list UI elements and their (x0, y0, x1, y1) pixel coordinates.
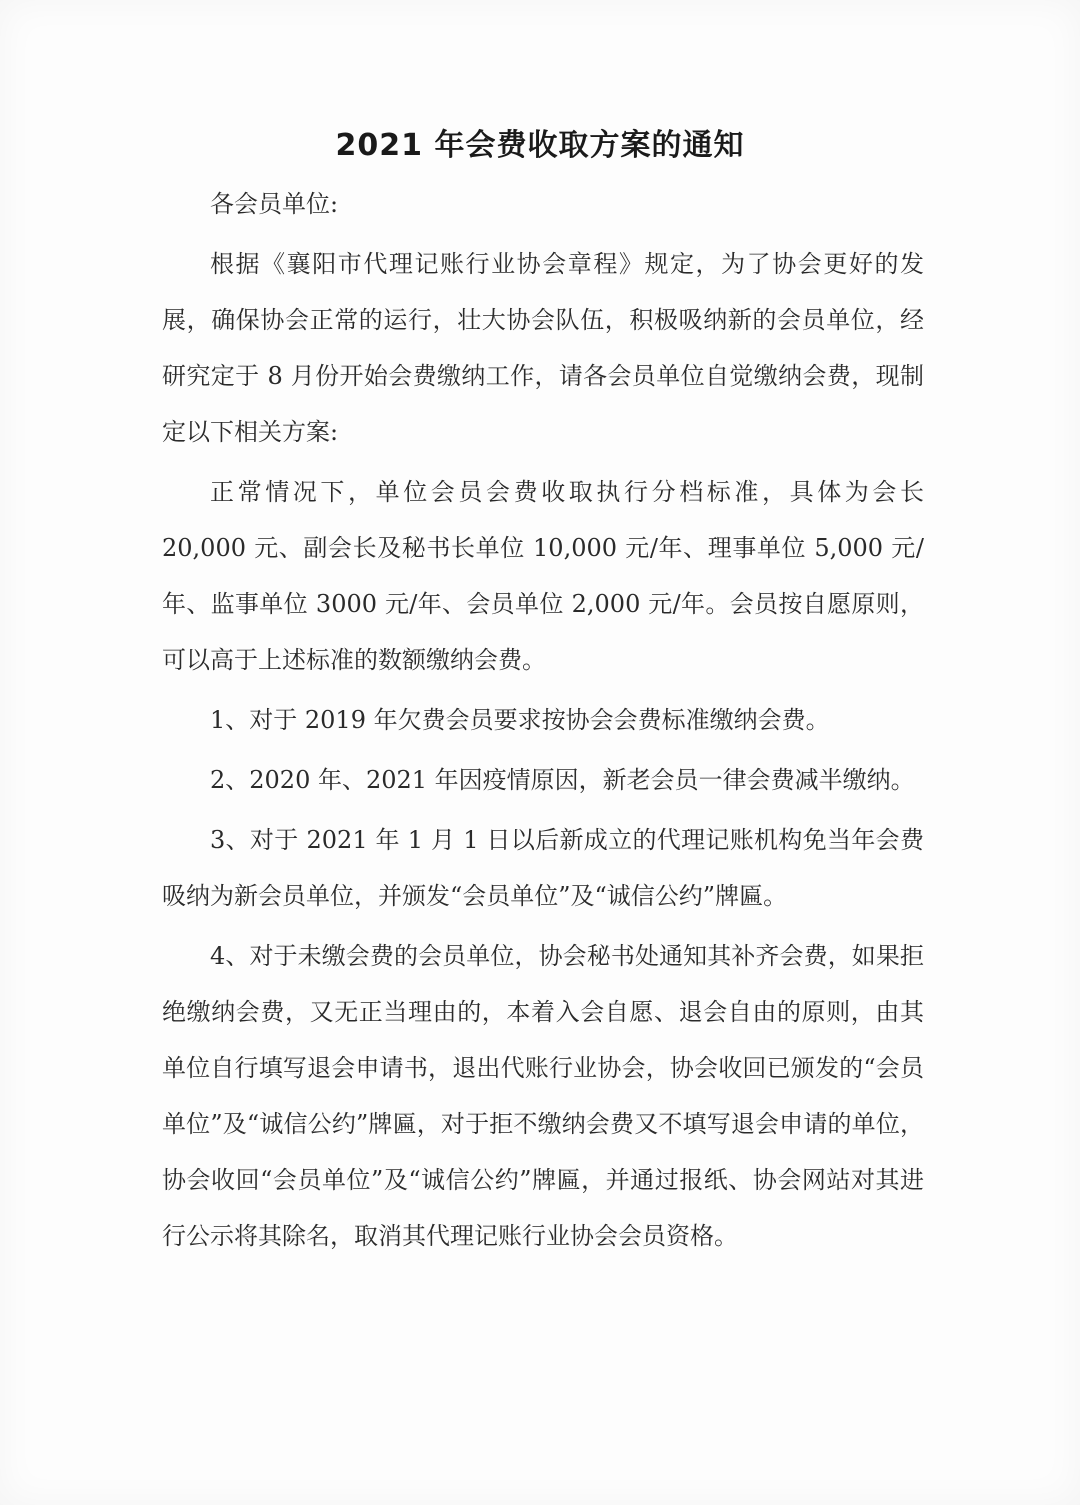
paragraph-item-1: 1、对于 2019 年欠费会员要求按协会会费标准缴纳会费。 (210, 706, 830, 734)
paragraph-item-2: 2、2020 年、2021 年因疫情原因，新老会员一律会费减半缴纳。 (210, 766, 915, 794)
paragraph-intro: 根据《襄阳市代理记账行业协会章程》规定，为了协会更好的发展，确保协会正常的运行，壮大协会队伍，积极吸纳新的会员单位，经研究定于 8 月份开始会费缴纳工作，请各会员单位自觉缴纳会费，现制定以下相关方案: (162, 250, 924, 446)
paragraph-item-4: 4、对于未缴会费的会员单位，协会秘书处通知其补齐会费，如果拒绝缴纳会费，又无正当理由的，本着入会自愿、退会自由的原则，由其单位自行填写退会申请书，退出代账行业协会，协会收回已颁发的“会员单位”及“诚信公约”牌匾，对于拒不缴纳会费又不填写退会申请的单位，协会收回“会员单位”及“诚信公约”牌匾，并通过报纸、协会网站对其进行公示将其除名，取消其代理记账行业协会会员资格。 (162, 942, 924, 1250)
paragraph-fee-standard: 正常情况下，单位会员会费收取执行分档标准，具体为会长 20,000 元、副会长及秘书长单位 10,000 元/年、理事单位 5,000 元/年、监事单位 3000 元/年、会员单位 2,000 元/年。会员按自愿原则，可以高于上述标准的数额缴纳会费。 (162, 478, 924, 674)
salutation: 各会员单位: (210, 190, 339, 218)
document-body (162, 176, 924, 1268)
paragraph-item-3: 3、对于 2021 年 1 月 1 日以后新成立的代理记账机构免当年会费吸纳为新会员单位，并颁发“会员单位”及“诚信公约”牌匾。 (162, 826, 924, 910)
document-title: 2021 年会费收取方案的通知 (335, 128, 745, 163)
